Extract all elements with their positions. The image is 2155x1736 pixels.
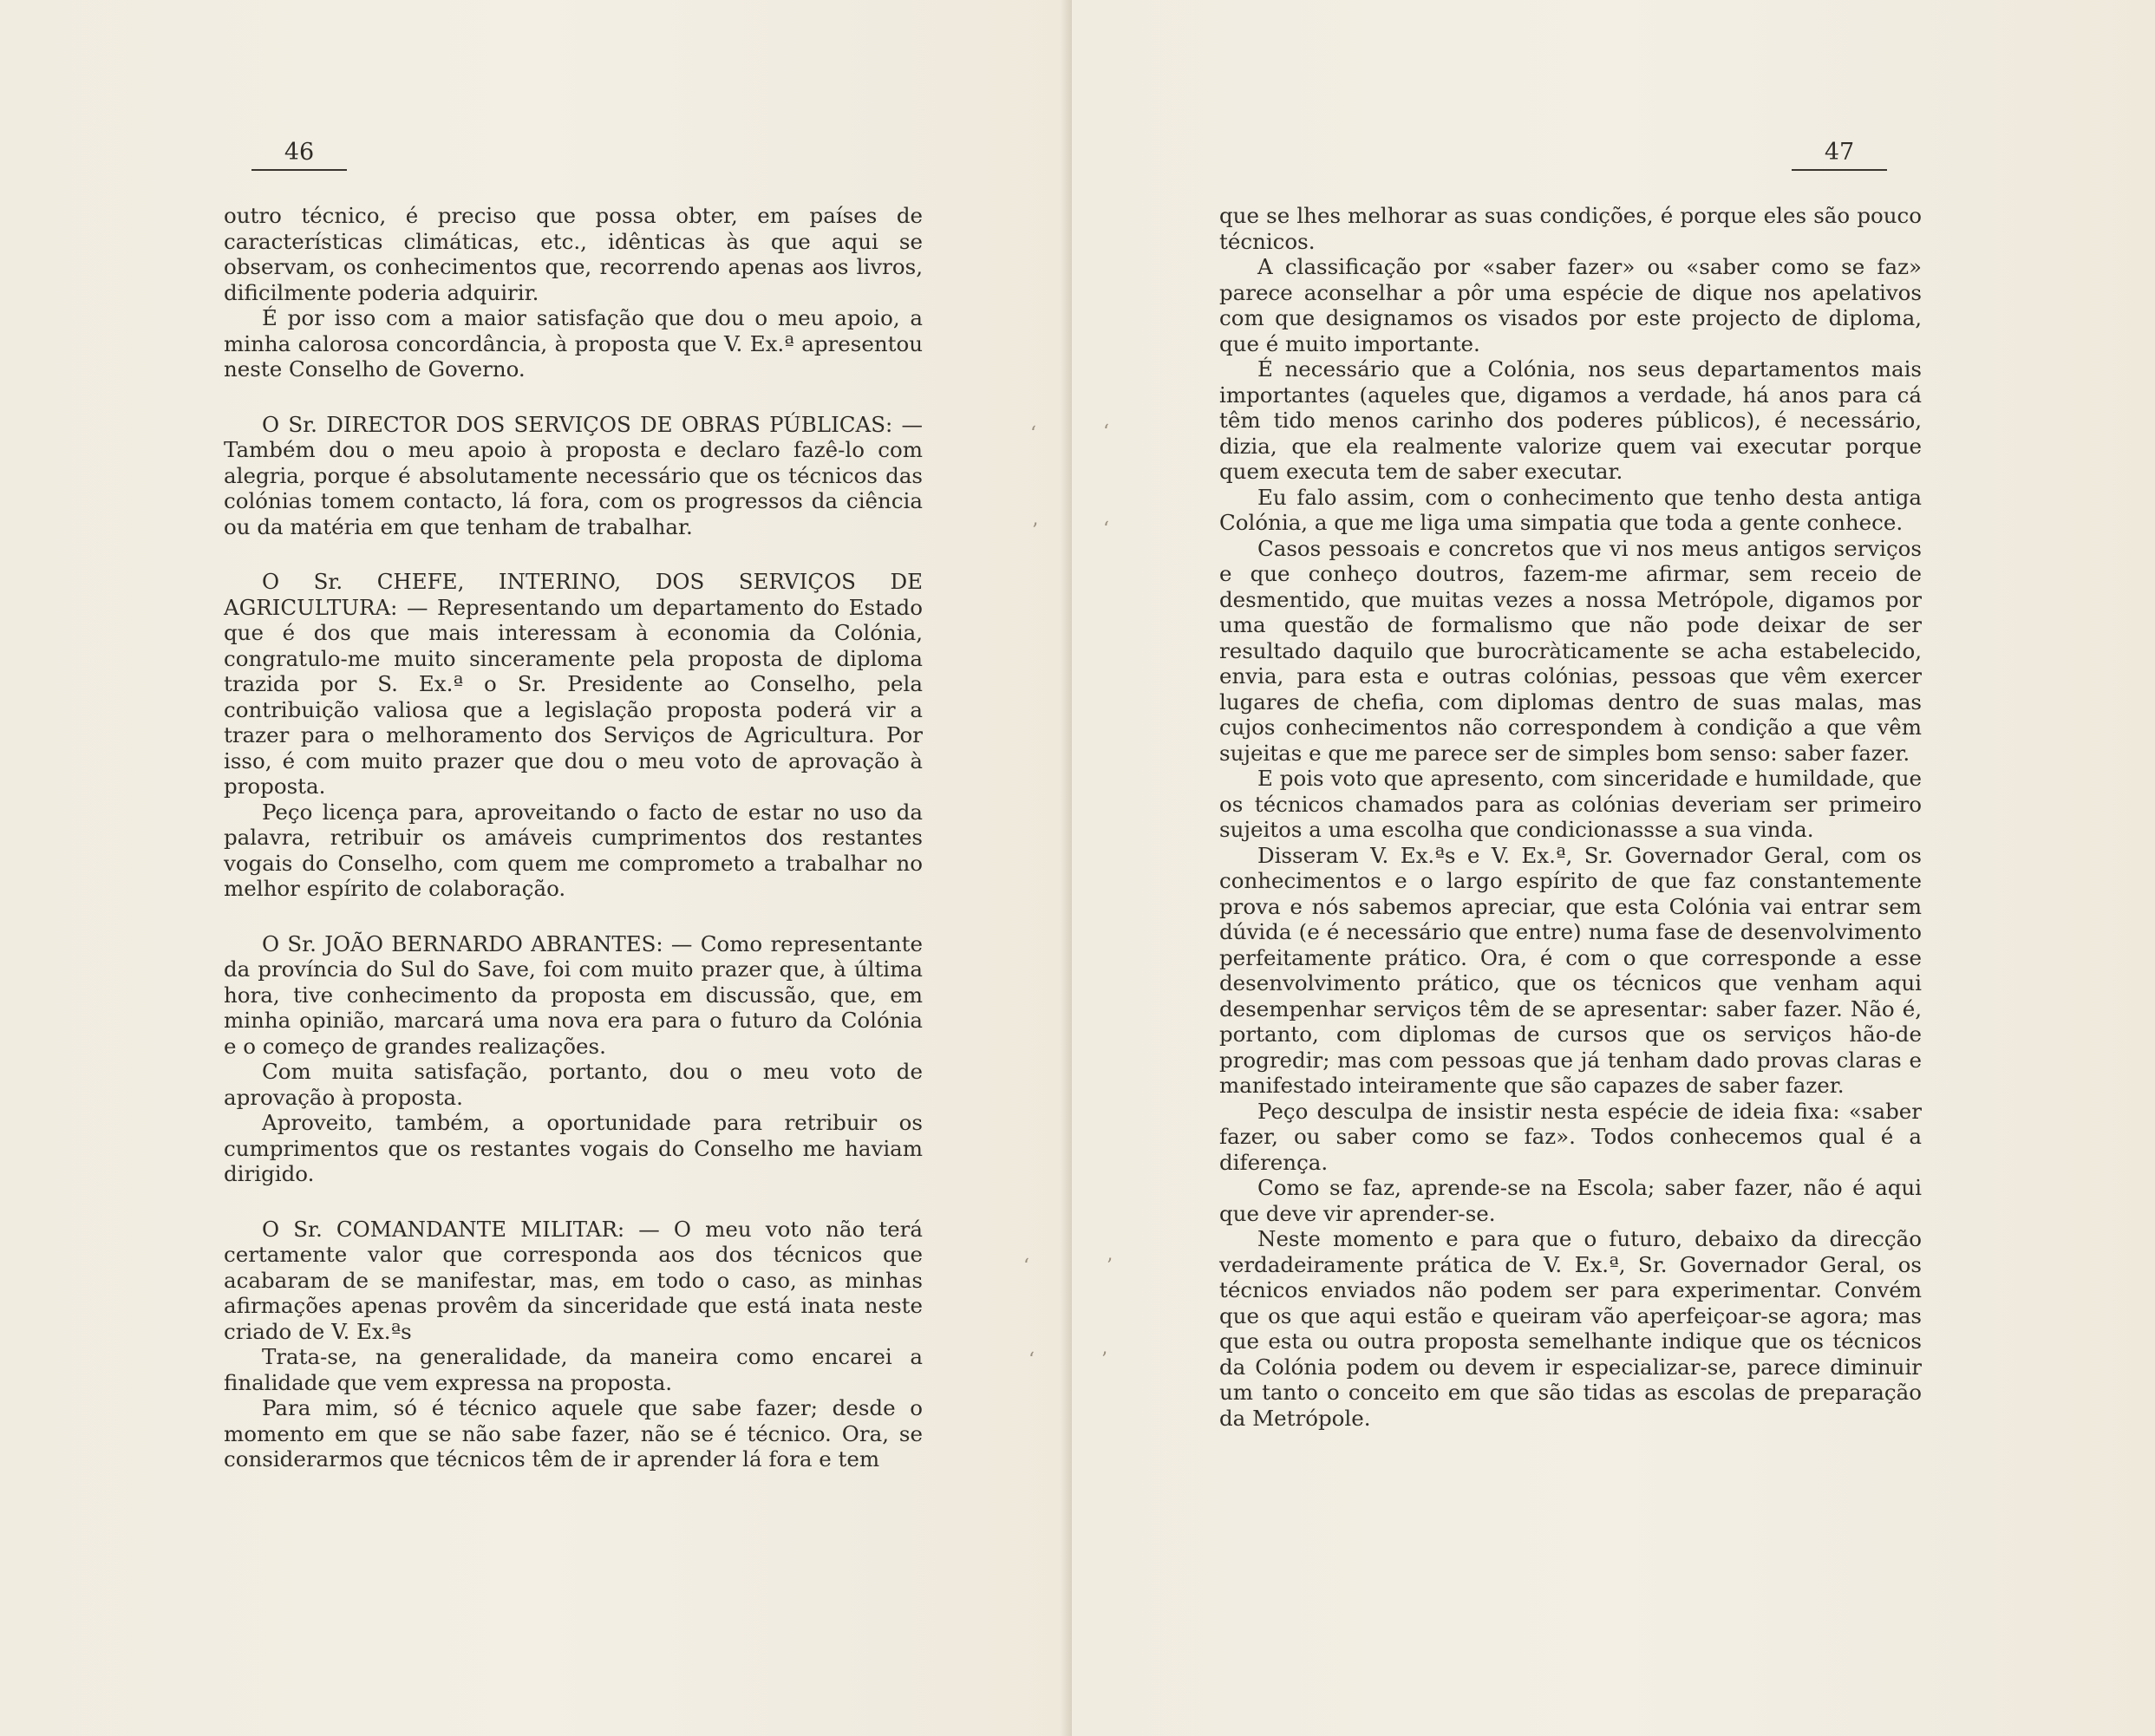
speech-paragraph: O Sr. DIRECTOR DOS SERVIÇOS DE OBRAS PÚBLICAS: — Também dou o meu apoio à proposta e declaro fazê-lo com alegria, porque é absolutamente necessário que os técnicos das colónias tomem contacto, lá fora, com os progressos da ciência ou da matéria em que tenham de trabalhar. <box>224 411 923 539</box>
left-page <box>0 0 1072 1736</box>
paragraph: Disseram V. Ex.ªs e V. Ex.ª, Sr. Governador Geral, com os conhecimentos e o largo espírito de que faz constantemente prova e nós sabemos apreciar, que esta Colónia vai entrar sem dúvida (e é necessário que entre) numa fase de desenvolvimento perfeitamente prático. Ora, é com o que corresponde a esse desenvolvimento prático, que os técnicos que venham aqui desempenhar serviços têm de se apresentar: saber fazer. Não é, portanto, com diplomas de cursos que os serviços hão-de progredir; mas com pessoas que já tenham dado provas claras e manifestado inteiramente que são capazes de saber fazer. <box>1219 842 1922 1098</box>
left-text-column <box>224 203 923 1472</box>
binding-hole-mark: ’ <box>1107 1256 1113 1277</box>
paragraph: É por isso com a maior satisfação que dou o meu apoio, a minha calorosa concordância, à proposta que V. Ex.ª apresentou neste Conselho de Governo. <box>224 305 923 382</box>
paragraph: É necessário que a Colónia, nos seus departamentos mais importantes (aqueles que, digamos a verdade, há anos para cá têm tido menos carinho dos poderes públicos), é necessário, dizia, que ela realmente valorize quem vai executar porque quem executa tem de saber executar. <box>1219 356 1922 484</box>
paragraph: E pois voto que apresento, com sinceridade e humildade, que os técnicos chamados para as colónias deveriam ser primeiro sujeitos a uma escolha que condicionassse a sua vinda. <box>1219 766 1922 842</box>
paragraph: Como se faz, aprende-se na Escola; saber fazer, não é aqui que deve vir aprender-se. <box>1219 1175 1922 1226</box>
paragraph: que se lhes melhorar as suas condições, é porque eles são pouco técnicos. <box>1219 203 1922 254</box>
paragraph: Para mim, só é técnico aquele que sabe fazer; desde o momento em que se não sabe fazer, não se é técnico. Ora, se considerarmos que técnicos têm de ir aprender lá fora e tem <box>224 1395 923 1472</box>
paragraph: Neste momento e para que o futuro, debaixo da direcção verdadeiramente prática de V. Ex.ª, Sr. Governador Geral, os técnicos enviados não podem ser para experimentar. Convém que os que aqui estão e queiram vão aperfeiçoar-se agora; mas que esta ou outra proposta semelhante indique que os técnicos da Colónia podem ou devem ir especializar-se, parece diminuir um tanto o conceito em que são tidas as escolas de preparação da Metrópole. <box>1219 1226 1922 1431</box>
paragraph: A classificação por «saber fazer» ou «saber como se faz» parece aconselhar a pôr uma espécie de dique nos apelativos com que designamos os visados por este projecto de diploma, que é muito importante. <box>1219 254 1922 356</box>
right-text-column <box>1219 203 1922 1431</box>
binding-hole-mark: ‘ <box>1030 423 1036 445</box>
paragraph: Peço desculpa de insistir nesta espécie de ideia fixa: «saber fazer, ou saber como se faz». Todos conhecemos qual é a diferença. <box>1219 1098 1922 1175</box>
binding-hole-mark: ’ <box>1101 1349 1107 1371</box>
binding-hole-mark: ‘ <box>1029 1349 1035 1371</box>
binding-hole-mark: ’ <box>1032 520 1038 542</box>
paragraph: outro técnico, é preciso que possa obter, em países de características climáticas, etc., idênticas às que aqui se observam, os conhecimentos que, recorrendo apenas aos livros, dificilmente poderia adquirir. <box>224 203 923 305</box>
paragraph: Com muita satisfação, portanto, dou o meu voto de aprovação à proposta. <box>224 1059 923 1110</box>
binding-hole-mark: ‘ <box>1103 519 1109 540</box>
paragraph: Peço licença para, aproveitando o facto de estar no uso da palavra, retribuir os amáveis cumprimentos dos restantes vogais do Conselho, com quem me comprometo a trabalhar no melhor espírito de colaboração. <box>224 799 923 901</box>
speech-paragraph: O Sr. CHEFE, INTERINO, DOS SERVIÇOS DE AGRICULTURA: — Representando um departamento do Estado que é dos que mais interessam à economia da Colónia, congratulo-me muito sinceramente pela proposta de diploma trazida por S. Ex.ª o Sr. Presidente ao Conselho, pela contribuição valiosa que a legislação proposta poderá vir a trazer para o melhoramento dos Serviços de Agricultura. Por isso, é com muito prazer que dou o meu voto de aprovação à proposta. <box>224 569 923 799</box>
paragraph: Casos pessoais e concretos que vi nos meus antigos serviços e que conheço doutros, fazem-me afirmar, sem receio de desmentido, que muitas vezes a nossa Metrópole, digamos por uma questão de formalismo que não pode deixar de ser resultado daquilo que burocràticamente se acha estabelecido, envia, para esta e outras colónias, pessoas que vêm exercer lugares de chefia, com diplomas dentro de suas malas, mas cujos conhecimentos não correspondem à condição a que vêm sujeitas e que me parece ser de simples bom senso: saber fazer. <box>1219 535 1922 766</box>
paragraph: Eu falo assim, com o conhecimento que tenho desta antiga Colónia, a que me liga uma simpatia que toda a gente conhece. <box>1219 484 1922 535</box>
binding-hole-mark: ‘ <box>1103 421 1109 443</box>
paragraph: Aproveito, também, a oportunidade para retribuir os cumprimentos que os restantes vogais do Conselho me haviam dirigido. <box>224 1110 923 1186</box>
page-number-left: 46 <box>251 139 347 171</box>
speech-paragraph: O Sr. JOÃO BERNARDO ABRANTES: — Como representante da província do Sul do Save, foi com muito prazer que, à última hora, tive conhecimento da proposta em discussão, que, em minha opinião, marcará uma nova era para o futuro da Colónia e o começo de grandes realizações. <box>224 930 923 1059</box>
page-number-right: 47 <box>1792 139 1887 171</box>
paragraph: Trata-se, na generalidade, da maneira como encarei a finalidade que vem expressa na proposta. <box>224 1344 923 1395</box>
speech-paragraph: O Sr. COMANDANTE MILITAR: — O meu voto não terá certamente valor que corresponda aos dos técnicos que acabaram de se manifestar, mas, em todo o caso, as minhas afirmações apenas provêm da sinceridade que está inata neste criado de V. Ex.ªs <box>224 1216 923 1344</box>
binding-hole-mark: ‘ <box>1023 1256 1029 1277</box>
right-page <box>1072 0 2155 1736</box>
